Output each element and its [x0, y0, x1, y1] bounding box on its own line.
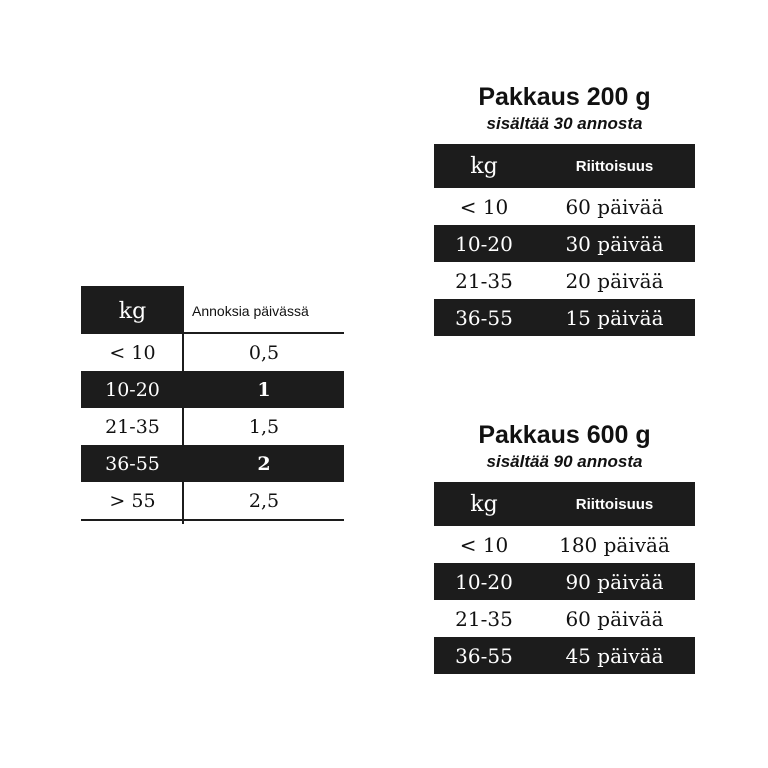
package-kg: 36-55: [455, 305, 513, 330]
package-kg: 21-35: [455, 606, 513, 631]
package-kg: < 10: [459, 194, 509, 219]
dosage-kg: 21-35: [105, 415, 160, 438]
dosage-row: [81, 482, 344, 519]
package-kg: 21-35: [455, 268, 513, 293]
dosage-kg: < 10: [109, 341, 156, 364]
dosage-header-kg: kg: [118, 299, 147, 324]
package-table: [434, 482, 695, 674]
table-row: [434, 637, 695, 674]
package-header-duration: Riittoisuus: [575, 495, 654, 513]
dosage-value: 1: [257, 378, 271, 401]
table-row: [434, 600, 695, 637]
dosage-header-portions: Annoksia päivässä: [192, 303, 309, 319]
package-subtitle: sisältää 30 annosta: [486, 114, 643, 133]
dosage-column-divider: [182, 334, 184, 524]
dosage-row: [81, 408, 344, 445]
package-kg: 36-55: [455, 643, 513, 668]
package-duration: 45 päivää: [565, 643, 664, 668]
dosage-value: 1,5: [248, 415, 280, 438]
dosage-kg: > 55: [109, 489, 156, 512]
dosage-value: 2: [257, 452, 271, 475]
table-row: [434, 188, 695, 225]
package-subtitle: sisältää 90 annosta: [486, 452, 643, 471]
package-duration: 20 päivää: [565, 268, 664, 293]
dosage-header-kg-cell: [81, 286, 184, 334]
dosage-kg: 36-55: [105, 452, 160, 475]
package-header-row: [434, 144, 695, 188]
package-200g: [434, 83, 695, 336]
package-header-kg: kg: [470, 153, 498, 179]
dosage-row: [81, 371, 344, 408]
package-duration: 180 päivää: [559, 532, 670, 557]
package-kg: 10-20: [455, 569, 513, 594]
table-row: [434, 563, 695, 600]
package-duration: 60 päivää: [565, 194, 664, 219]
dosage-bottom-rule: [81, 519, 344, 521]
package-duration: 30 päivää: [565, 231, 664, 256]
dosage-kg: 10-20: [105, 378, 160, 401]
table-row: [434, 299, 695, 336]
table-row: [434, 526, 695, 563]
dosage-row: [81, 445, 344, 482]
package-table: [434, 144, 695, 336]
package-duration: 15 päivää: [565, 305, 664, 330]
package-title: Pakkaus 600 g: [478, 421, 651, 449]
package-title: Pakkaus 200 g: [478, 83, 651, 111]
package-600g: [434, 421, 695, 674]
package-header-kg: kg: [470, 491, 498, 517]
dosage-value: 0,5: [248, 341, 280, 364]
package-duration: 60 päivää: [565, 606, 664, 631]
table-row: [434, 225, 695, 262]
dosage-value: 2,5: [248, 489, 280, 512]
package-kg: 10-20: [455, 231, 513, 256]
dosage-table: [81, 286, 344, 521]
package-header-duration: Riittoisuus: [575, 157, 654, 175]
package-duration: 90 päivää: [565, 569, 664, 594]
package-header-row: [434, 482, 695, 526]
table-row: [434, 262, 695, 299]
package-kg: < 10: [459, 532, 509, 557]
dosage-row: [81, 334, 344, 371]
dosage-header: [81, 286, 344, 334]
